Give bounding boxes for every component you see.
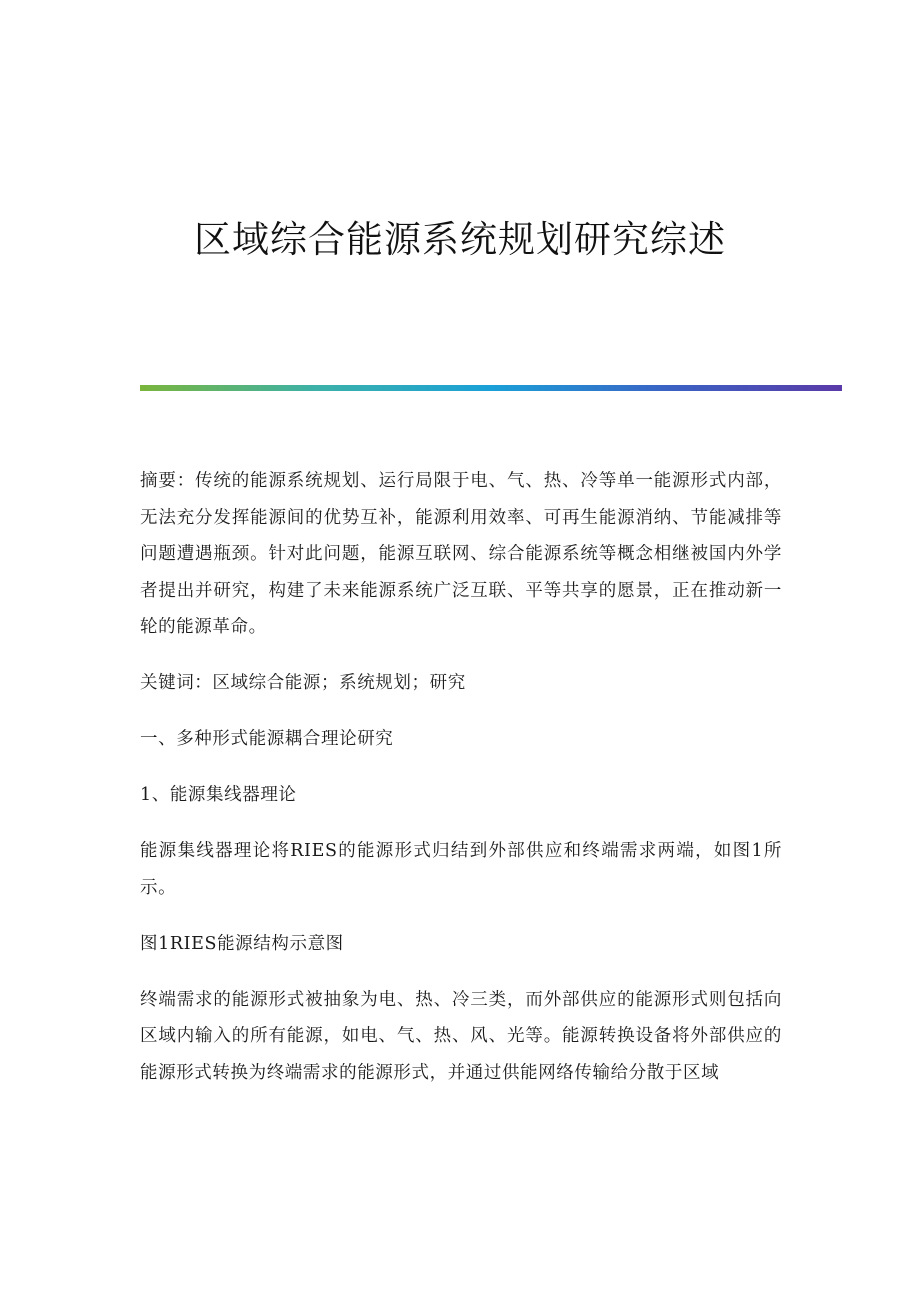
- body-paragraph: 能源集线器理论将RIES的能源形式归结到外部供应和终端需求两端，如图1所示。: [140, 841, 782, 898]
- abstract-paragraph: 摘要：传统的能源系统规划、运行局限于电、气、热、冷等单一能源形式内部，无法充分发挥能源间的优势互补，能源利用效率、可再生能源消纳、节能减排等问题遭遇瓶颈。针对此问题，能源互联网、综合能源系统等概念相继被国内外学者提出并研究，构建了未来能源系统广泛互联、平等共享的愿景，正在推动新一轮的能源革命。: [140, 471, 782, 637]
- subsection-heading: 1、能源集线器理论: [140, 785, 297, 805]
- title-divider: [140, 385, 842, 391]
- keywords-line: 关键词：区域综合能源；系统规划；研究: [140, 673, 466, 693]
- figure-caption: 图1RIES能源结构示意图: [140, 933, 344, 954]
- document-title: 区域综合能源系统规划研究综述: [194, 218, 726, 261]
- document-body: [140, 463, 782, 1111]
- section-heading: 一、多种形式能源耦合理论研究: [140, 729, 394, 749]
- body-paragraph: 终端需求的能源形式被抽象为电、热、冷三类，而外部供应的能源形式则包括向区域内输入的所有能源，如电、气、热、风、光等。能源转换设备将外部供应的能源形式转换为终端需求的能源形式，并通过供能网络传输给分散于区域: [140, 989, 782, 1083]
